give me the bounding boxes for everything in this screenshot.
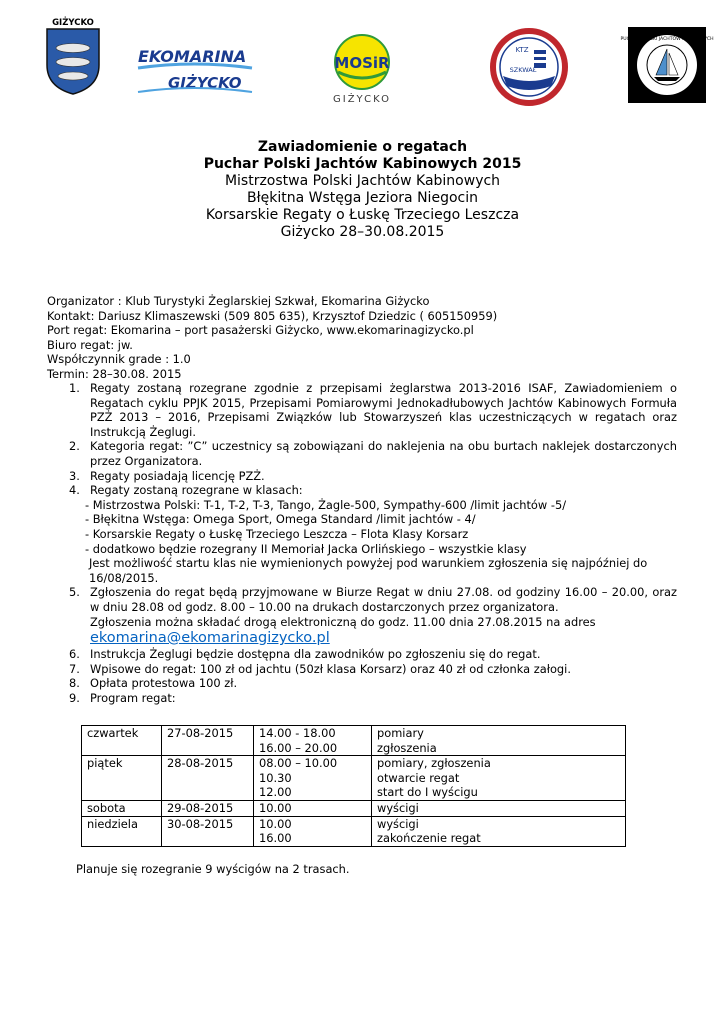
class-line-memorial: - dodatkowo będzie rozegrany II Memoriał Jacka Orlińskiego – wszystkie klasy bbox=[85, 541, 527, 556]
list-item bbox=[69, 469, 677, 484]
crest-label: GIŻYCKO bbox=[52, 18, 94, 28]
item-number: 7. bbox=[69, 661, 80, 676]
info-block bbox=[47, 294, 687, 382]
table-row bbox=[82, 816, 626, 846]
item-number: 1. bbox=[69, 381, 80, 395]
title-block bbox=[0, 139, 725, 241]
cell-text: wyścigi bbox=[377, 800, 419, 815]
day-cell bbox=[82, 726, 162, 756]
item-text-block bbox=[90, 585, 677, 647]
item-text: Program regat: bbox=[90, 690, 176, 705]
item-text: Zgłoszenia można składać drogą elektroniczną do godz. 11.00 dnia 27.08.2015 na adres bbox=[90, 614, 596, 629]
cell-text: otwarcie regat bbox=[377, 770, 460, 785]
cell-text: niedziela bbox=[87, 816, 138, 831]
event-cell bbox=[372, 726, 626, 756]
item-text: Regaty posiadają licencję PZŻ. bbox=[90, 468, 265, 483]
item-text: Opłata protestowa 100 zł. bbox=[90, 676, 238, 691]
event-cell bbox=[372, 816, 626, 846]
port-line: Port regat: Ekomarina – port pasażerski Giżycko, www.ekomarinagizycko.pl bbox=[47, 323, 474, 338]
list-item bbox=[69, 662, 677, 677]
day-cell bbox=[82, 800, 162, 816]
date-cell bbox=[162, 726, 254, 756]
cell-text: 12.00 bbox=[259, 785, 292, 800]
title-puchar: Puchar Polski Jachtów Kabinowych 2015 bbox=[203, 156, 522, 172]
grade-line: Współczynnik grade : 1.0 bbox=[47, 352, 191, 367]
class-line-korsarz: - Korsarskie Regaty o Łuskę Trzeciego Leszcza – Flota Klasy Korsarz bbox=[85, 526, 469, 541]
races-note: Planuje się rozegranie 9 wyścigów na 2 trasach. bbox=[76, 862, 350, 876]
szkwal-text: SZKWAŁ bbox=[509, 66, 537, 74]
event-cell bbox=[372, 756, 626, 801]
cell-text: zgłoszenia bbox=[377, 740, 437, 755]
day-cell bbox=[82, 816, 162, 846]
cell-text: zakończenie regat bbox=[377, 831, 481, 846]
list-item bbox=[69, 691, 677, 706]
cell-text: start do I wyścigu bbox=[377, 785, 478, 800]
item-number: 4. bbox=[69, 483, 80, 498]
puchar-polski-logo bbox=[620, 27, 714, 103]
item-text: Wpisowe do regat: 100 zł od jachtu (50zł klasa Korsarz) oraz 40 zł od członka załogi. bbox=[90, 661, 571, 676]
program-table bbox=[81, 725, 626, 847]
cell-text: 28-08-2015 bbox=[167, 756, 234, 771]
cell-text: pomiary, zgłoszenia bbox=[377, 756, 491, 771]
ekomarina-logo bbox=[134, 40, 256, 96]
item-text: Kategoria regat: ”C” uczestnicy są zobowiązani do naklejenia na obu burtach naklejek dostarczonych przez Organizatora. bbox=[90, 439, 677, 468]
item-text: Zgłoszenia do regat będą przyjmowane w Biurze Regat w dniu 27.08. od godziny 16.00 – 20.00, oraz w dniu 28.08 od godz. 8.00 – 10.00 na drukach dostarczonych przez organizatora. bbox=[90, 585, 677, 614]
program-table-body bbox=[82, 726, 626, 847]
list-item bbox=[69, 585, 677, 647]
table-row bbox=[82, 756, 626, 801]
title-mistrzostwa: Mistrzostwa Polski Jachtów Kabinowych bbox=[224, 173, 501, 189]
time-cell bbox=[254, 816, 372, 846]
time-cell bbox=[254, 726, 372, 756]
gizycko-crest-logo bbox=[44, 15, 102, 95]
item-number: 2. bbox=[69, 439, 80, 454]
title-korsarskie: Korsarskie Regaty o Łuskę Trzeciego Leszcza bbox=[205, 207, 520, 223]
item-number: 6. bbox=[69, 647, 80, 662]
cell-text: 08.00 – 10.00 bbox=[259, 756, 338, 771]
title-blekitna: Błękitna Wstęga Jeziora Niegocin bbox=[247, 190, 478, 206]
list-item bbox=[69, 647, 677, 662]
ktz-szkwal-logo bbox=[489, 28, 569, 106]
time-cell bbox=[254, 756, 372, 801]
item-text: Regaty zostaną rozegrane zgodnie z przepisami żeglarstwa 2013-2016 ISAF, Zawiadomieniem o Regatach cyklu PPJK 2015, Przepisami Pomiarowymi Jednokadłubowych Jachtów Kabinowych Formuła PZŻ 2013 – 2016, Przepisami Związków lub Stowarzyszeń klas uczestniczących w regatach oraz Instrukcją Żeglugi. bbox=[90, 381, 677, 439]
mosir-city-text: GIŻYCKO bbox=[333, 94, 391, 105]
biuro-line: Biuro regat: jw. bbox=[47, 337, 133, 352]
item-number: 5. bbox=[69, 585, 80, 600]
cell-text: pomiary bbox=[377, 726, 424, 740]
organizer-line: Organizator : Klub Turystyki Żeglarskiej Szkwał, Ekomarina Giżycko bbox=[47, 294, 430, 308]
cell-text: 10.00 bbox=[259, 800, 292, 815]
cell-text: 30-08-2015 bbox=[167, 816, 234, 831]
rules-list bbox=[69, 381, 677, 705]
cell-text: 16.00 – 20.00 bbox=[259, 740, 338, 755]
item-number: 9. bbox=[69, 690, 80, 705]
cell-text: czwartek bbox=[87, 726, 139, 740]
list-item bbox=[69, 381, 677, 439]
ktz-text: KTZ bbox=[515, 46, 529, 54]
cell-text: piątek bbox=[87, 756, 123, 771]
list-item bbox=[69, 439, 677, 468]
item-number: 3. bbox=[69, 468, 80, 483]
item-number: 8. bbox=[69, 676, 80, 691]
date-cell bbox=[162, 756, 254, 801]
item-text: Instrukcja Żeglugi będzie dostępna dla zawodników po zgłoszeniu się do regat. bbox=[90, 647, 541, 662]
class-note: Jest możliwość startu klas nie wymienionych powyżej pod warunkiem zgłoszenia się najpóźniej do 16/08/2015. bbox=[89, 556, 648, 585]
list-item bbox=[69, 676, 677, 691]
cell-text: 27-08-2015 bbox=[167, 726, 234, 740]
title-place-date: Giżycko 28–30.08.2015 bbox=[280, 224, 445, 240]
item-text: Regaty zostaną rozegrane w klasach: bbox=[90, 483, 303, 498]
cell-text: 10.30 bbox=[259, 770, 292, 785]
cell-text: sobota bbox=[87, 800, 126, 815]
mosir-text: MOSiR bbox=[334, 54, 390, 72]
table-row bbox=[82, 800, 626, 816]
cell-text: 16.00 bbox=[259, 831, 292, 846]
date-cell bbox=[162, 816, 254, 846]
contact-line: Kontakt: Dariusz Klimaszewski (509 805 635), Krzysztof Dziedzic ( 605150959) bbox=[47, 308, 498, 323]
ekomarina-text: EKOMARINA bbox=[138, 47, 247, 66]
class-line-blekitna: - Błękitna Wstęga: Omega Sport, Omega Standard /limit jachtów - 4/ bbox=[85, 512, 476, 527]
time-cell bbox=[254, 800, 372, 816]
cell-text: wyścigi bbox=[377, 816, 419, 831]
cell-text: 10.00 bbox=[259, 816, 292, 831]
mosir-logo bbox=[320, 32, 404, 106]
date-cell bbox=[162, 800, 254, 816]
event-cell bbox=[372, 800, 626, 816]
email-link[interactable]: ekomarina@ekomarinagizycko.pl bbox=[90, 630, 330, 647]
class-line-mistrzostwa: - Mistrzostwa Polski: T-1, T-2, T-3, Tango, Żagle-500, Sympathy-600 /limit jachtów -5/ bbox=[85, 497, 567, 512]
puchar-text: PUCHAR POLSKI JACHTÓW KABINOWYCH bbox=[620, 37, 714, 42]
title-zawiadomienie: Zawiadomienie o regatach bbox=[257, 139, 468, 155]
cell-text: 29-08-2015 bbox=[167, 800, 234, 815]
ekomarina-city-text: GIŻYCKO bbox=[168, 74, 242, 92]
day-cell bbox=[82, 756, 162, 801]
termin-line: Termin: 28–30.08. 2015 bbox=[47, 366, 182, 381]
list-item bbox=[69, 483, 677, 498]
table-row bbox=[82, 726, 626, 756]
cell-text: 14.00 - 18.00 bbox=[259, 726, 336, 740]
